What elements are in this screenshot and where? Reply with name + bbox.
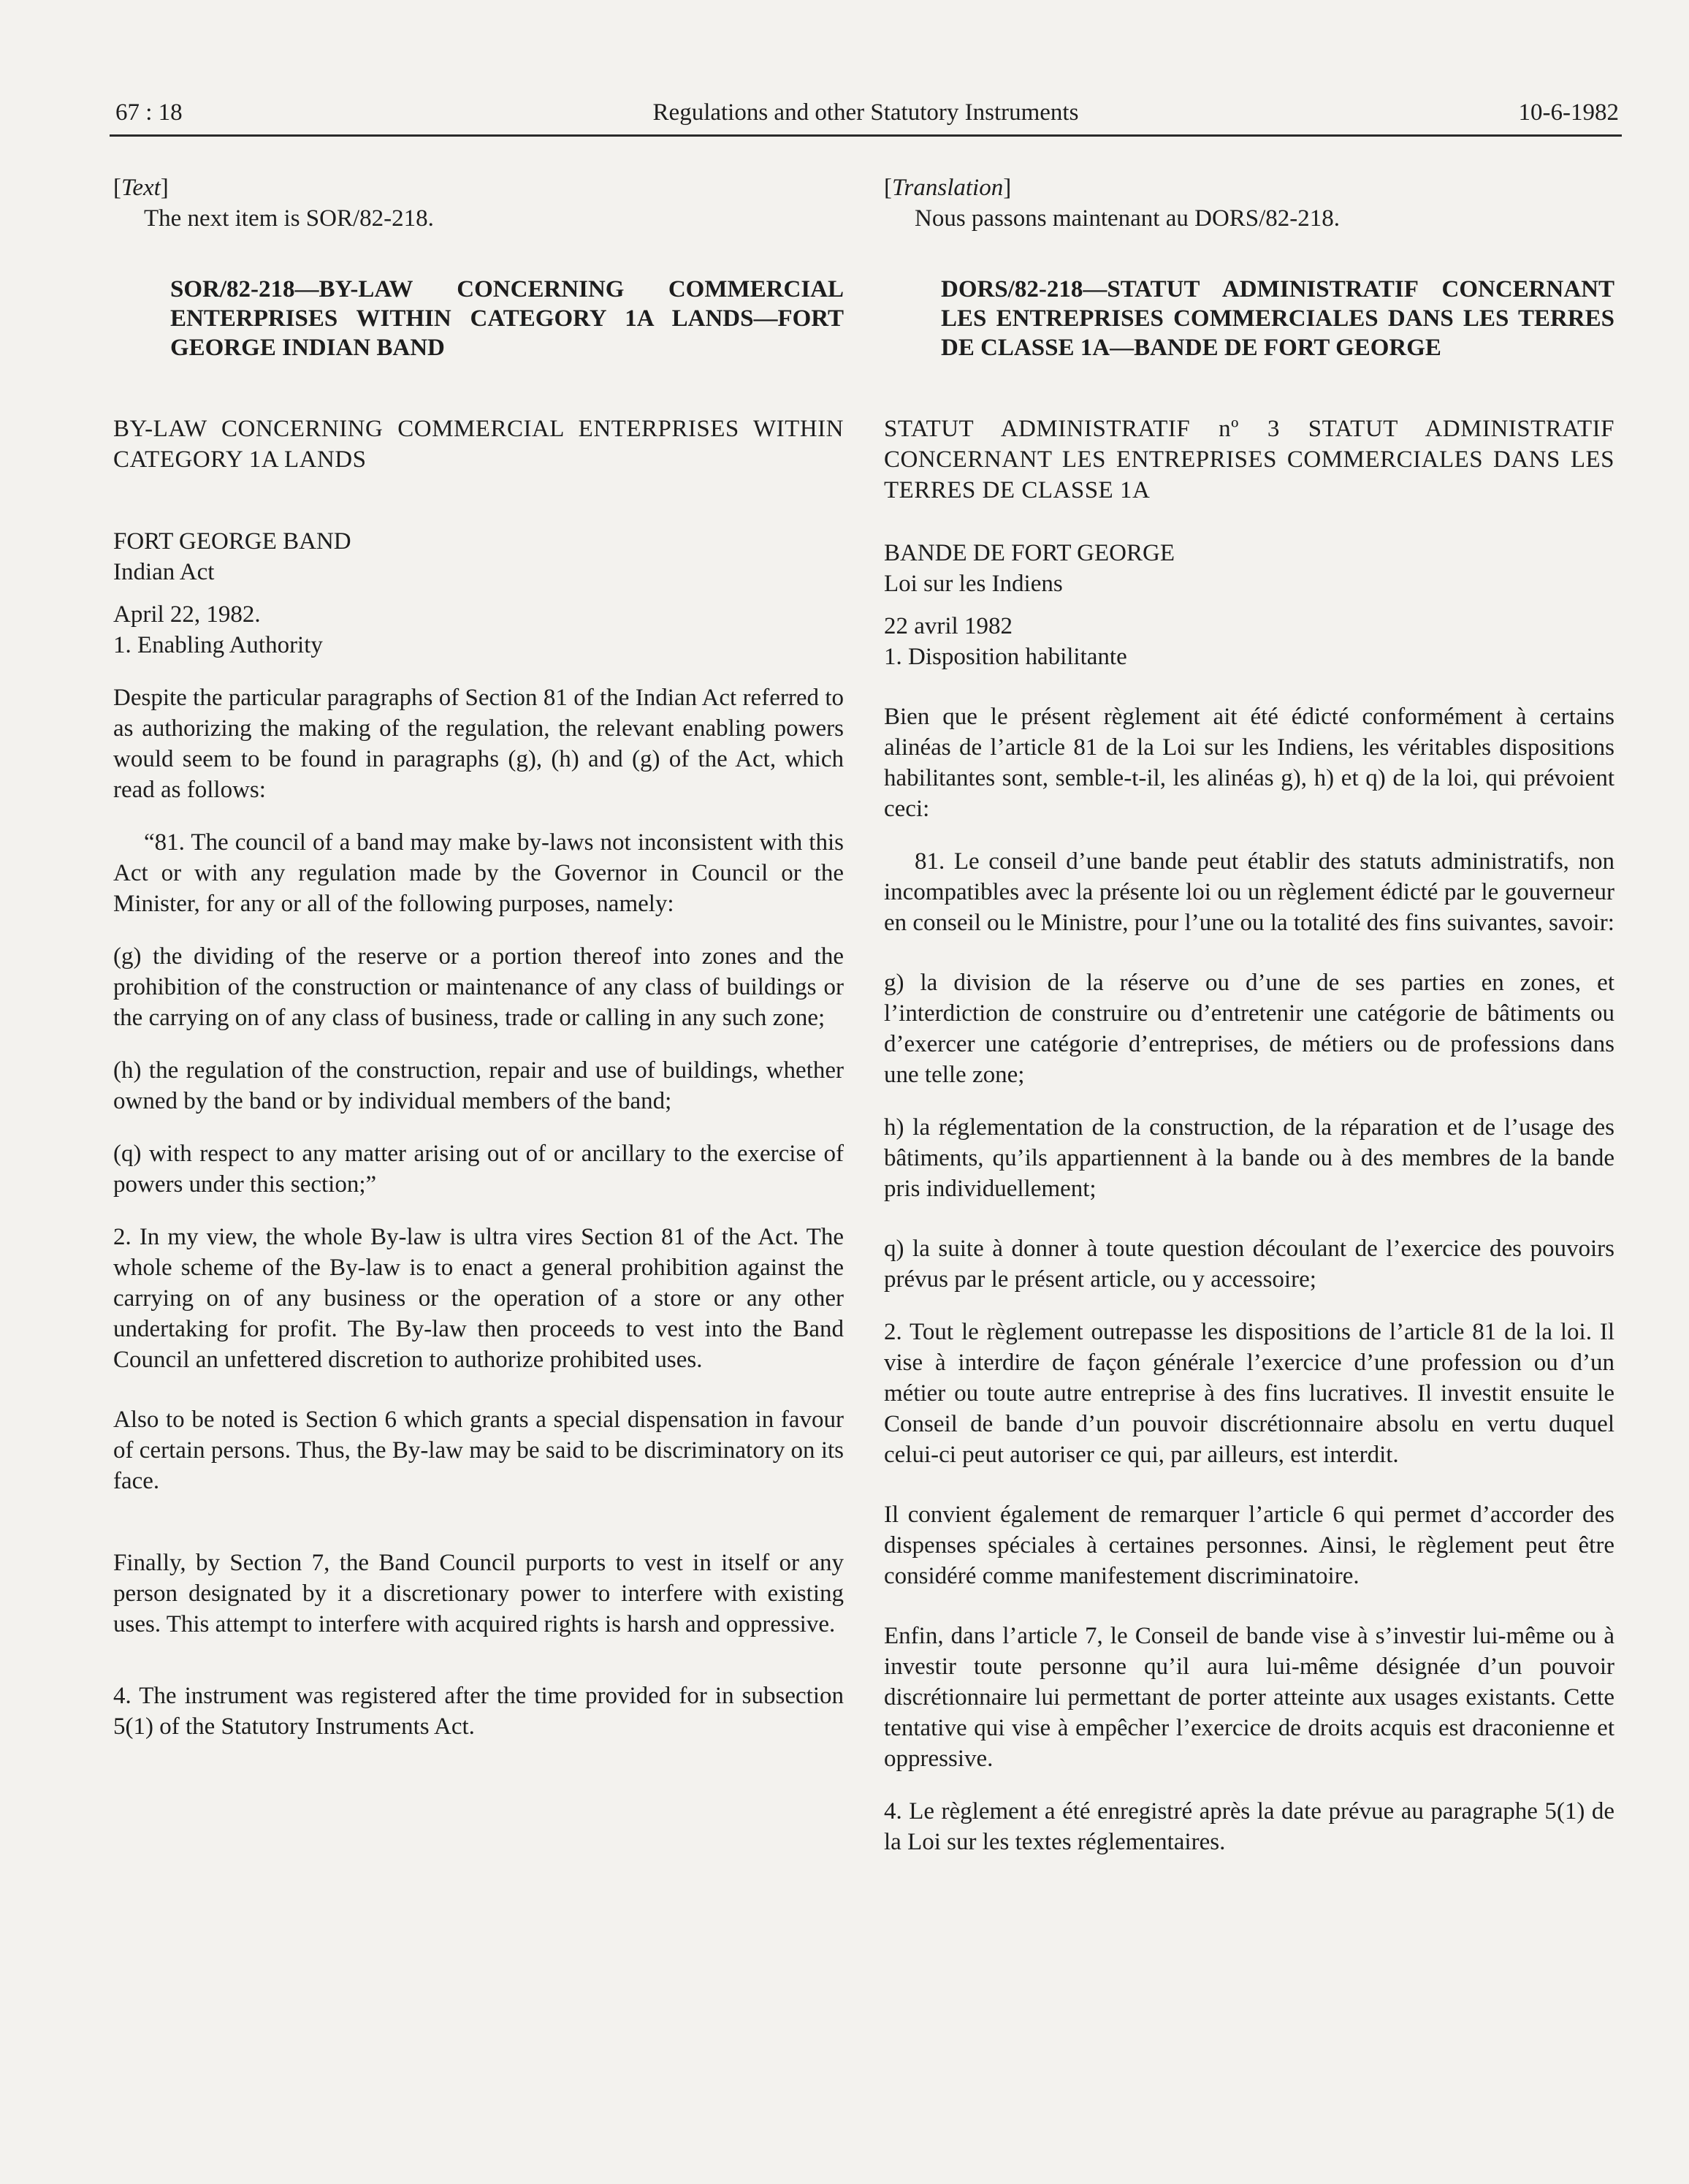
quote-paragraph-g-fr: g) la division de la réserve ou d’une de ses parties en zones, et l’interdiction de construire ou d’entretenir une catégorie de bâtiments ou d’exercer une catégorie d’entreprises, de métiers ou de professions dans une telle zone;: [884, 970, 1614, 1088]
quote-paragraph-q-fr: q) la suite à donner à toute question découlant de l’exercice des pouvoirs prévus par le présent article, ou y accessoire;: [884, 1236, 1614, 1293]
paragraph-registration-fr: 4. Le règlement a été enregistré après la date prévue au paragraphe 5(1) de la Loi sur les textes réglementaires.: [884, 1798, 1614, 1855]
paragraph-ultra-vires: 2. In my view, the whole By-law is ultra vires Section 81 of the Act. The whole scheme of the By-law is to enact a general prohibition against the carrying on of any business or the operation of a store or any other undertaking for profit. The By-law then proceeds to vest into the Band Council an unfettered discretion to authorize prohibited uses.: [113, 1224, 844, 1373]
band-name-fr: BANDE DE FORT GEORGE: [884, 540, 1175, 566]
item-title-fr: DORS/82-218—STATUT ADMINISTRATIF CONCERNANT LES ENTREPRISES COMMERCIALES DANS LES TERRES DE CLASSE 1A—BANDE DE FORT GEORGE: [941, 276, 1614, 361]
text-label-word: Text: [121, 175, 161, 201]
section-heading-fr: 1. Disposition habilitante: [884, 644, 1127, 670]
bylaw-heading-fr: STATUT ADMINISTRATIF nº 3 STATUT ADMINISTRATIF CONCERNANT LES ENTREPRISES COMMERCIALES DANS LES TERRES DE CLASSE 1A: [884, 416, 1614, 503]
item-title: SOR/82-218—BY-LAW CONCERNING COMMERCIAL ENTERPRISES WITHIN CATEGORY 1A LANDS—FORT GEORGE INDIAN BAND: [170, 276, 844, 361]
text-label: [Text]: [113, 175, 169, 201]
translation-label: [Translation]: [884, 175, 1012, 201]
page-header: [110, 94, 1622, 137]
bylaw-date: April 22, 1982.: [113, 601, 261, 628]
intro-line: The next item is SOR/82-218.: [144, 205, 434, 232]
paragraph-section-6-fr: Il convient également de remarquer l’article 6 qui permet d’accorder des dispenses spéciales à certaines personnes. Ainsi, le règlement peut être considéré comme manifestement discriminatoire.: [884, 1502, 1614, 1589]
quote-paragraph-g: (g) the dividing of the reserve or a portion thereof into zones and the prohibition of the construction or maintenance of any class of buildings or the carrying on of any class of business, trade or calling in any such zone;: [113, 943, 844, 1031]
quote-paragraph-h-fr: h) la réglementation de la construction, de la réparation et de l’usage des bâtiments, qu’ils appartiennent à la bande ou à des membres de la bande pris individuellement;: [884, 1114, 1614, 1202]
page-number: 67 : 18: [115, 99, 183, 126]
quote-intro: “81. The council of a band may make by-laws not inconsistent with this Act or with any regulation made by the Governor in Council or the Minister, for any or all of the following purposes, namely:: [113, 829, 844, 917]
paragraph-section-7: Finally, by Section 7, the Band Council purports to vest in itself or any person designated by it a discretionary power to interfere with existing uses. This attempt to interfere with acquired rights is harsh and oppressive.: [113, 1550, 844, 1637]
intro-line-fr: Nous passons maintenant au DORS/82-218.: [915, 205, 1341, 232]
translation-label-word: Translation: [892, 175, 1004, 201]
paragraph-section-6: Also to be noted is Section 6 which grants a special dispensation in favour of certain persons. Thus, the By-law may be said to be discriminatory on its face.: [113, 1407, 844, 1494]
quote-paragraph-q: (q) with respect to any matter arising out of or ancillary to the exercise of powers under this section;”: [113, 1141, 844, 1198]
bylaw-date-fr: 22 avril 1982: [884, 613, 1013, 639]
quote-paragraph-h: (h) the regulation of the construction, repair and use of buildings, whether owned by the band or by individual members of the band;: [113, 1057, 844, 1114]
french-column: [884, 172, 1614, 1857]
section-heading: 1. Enabling Authority: [113, 632, 323, 658]
paragraph-enabling: Despite the particular paragraphs of Section 81 of the Indian Act referred to as authorizing the making of the regulation, the relevant enabling powers would seem to be found in paragraphs (g), (h) and (g) of the Act, which read as follows:: [113, 685, 844, 803]
paragraph-section-7-fr: Enfin, dans l’article 7, le Conseil de bande vise à s’investir lui-même ou à investir toute personne qu’il aura lui-même désignée d’un pouvoir discrétionnaire lui permettant de porter atteinte aux usages existants. Cette tentative qui vise à empêcher l’exercice de droits acquis est draconienne et oppressive.: [884, 1623, 1614, 1772]
band-name: FORT GEORGE BAND: [113, 528, 351, 555]
paragraph-ultra-vires-fr: 2. Tout le règlement outrepasse les dispositions de l’article 81 de la loi. Il vise à interdire de façon générale l’exercice d’une profession ou d’un métier ou toute autre entreprise à des fins lucratives. Il investit ensuite le Conseil de bande d’un pouvoir discrétionnaire absolu en vertu duquel celui-ci peut autoriser ce qui, par ailleurs, est interdit.: [884, 1319, 1614, 1468]
act-name: Indian Act: [113, 559, 215, 585]
publication-title: Regulations and other Statutory Instruments: [652, 99, 1079, 126]
act-name-fr: Loi sur les Indiens: [884, 571, 1063, 597]
publication-date: 10-6-1982: [1518, 99, 1619, 126]
paragraph-enabling-fr: Bien que le présent règlement ait été édicté conformément à certains alinéas de l’article 81 de la Loi sur les Indiens, les véritables dispositions habilitantes sont, semble-t-il, les alinéas g), h) et q) de la loi, qui prévoient ceci:: [884, 704, 1614, 822]
quote-intro-fr: 81. Le conseil d’une bande peut établir des statuts administratifs, non incompatibles avec la présente loi ou un règlement édicté par le gouverneur en conseil ou le Ministre, pour l’une ou la totalité des fins suivantes, savoir:: [884, 848, 1614, 936]
english-column: [113, 172, 844, 1742]
paragraph-registration: 4. The instrument was registered after the time provided for in subsection 5(1) of the Statutory Instruments Act.: [113, 1683, 844, 1740]
bylaw-heading: BY-LAW CONCERNING COMMERCIAL ENTERPRISES WITHIN CATEGORY 1A LANDS: [113, 416, 844, 473]
